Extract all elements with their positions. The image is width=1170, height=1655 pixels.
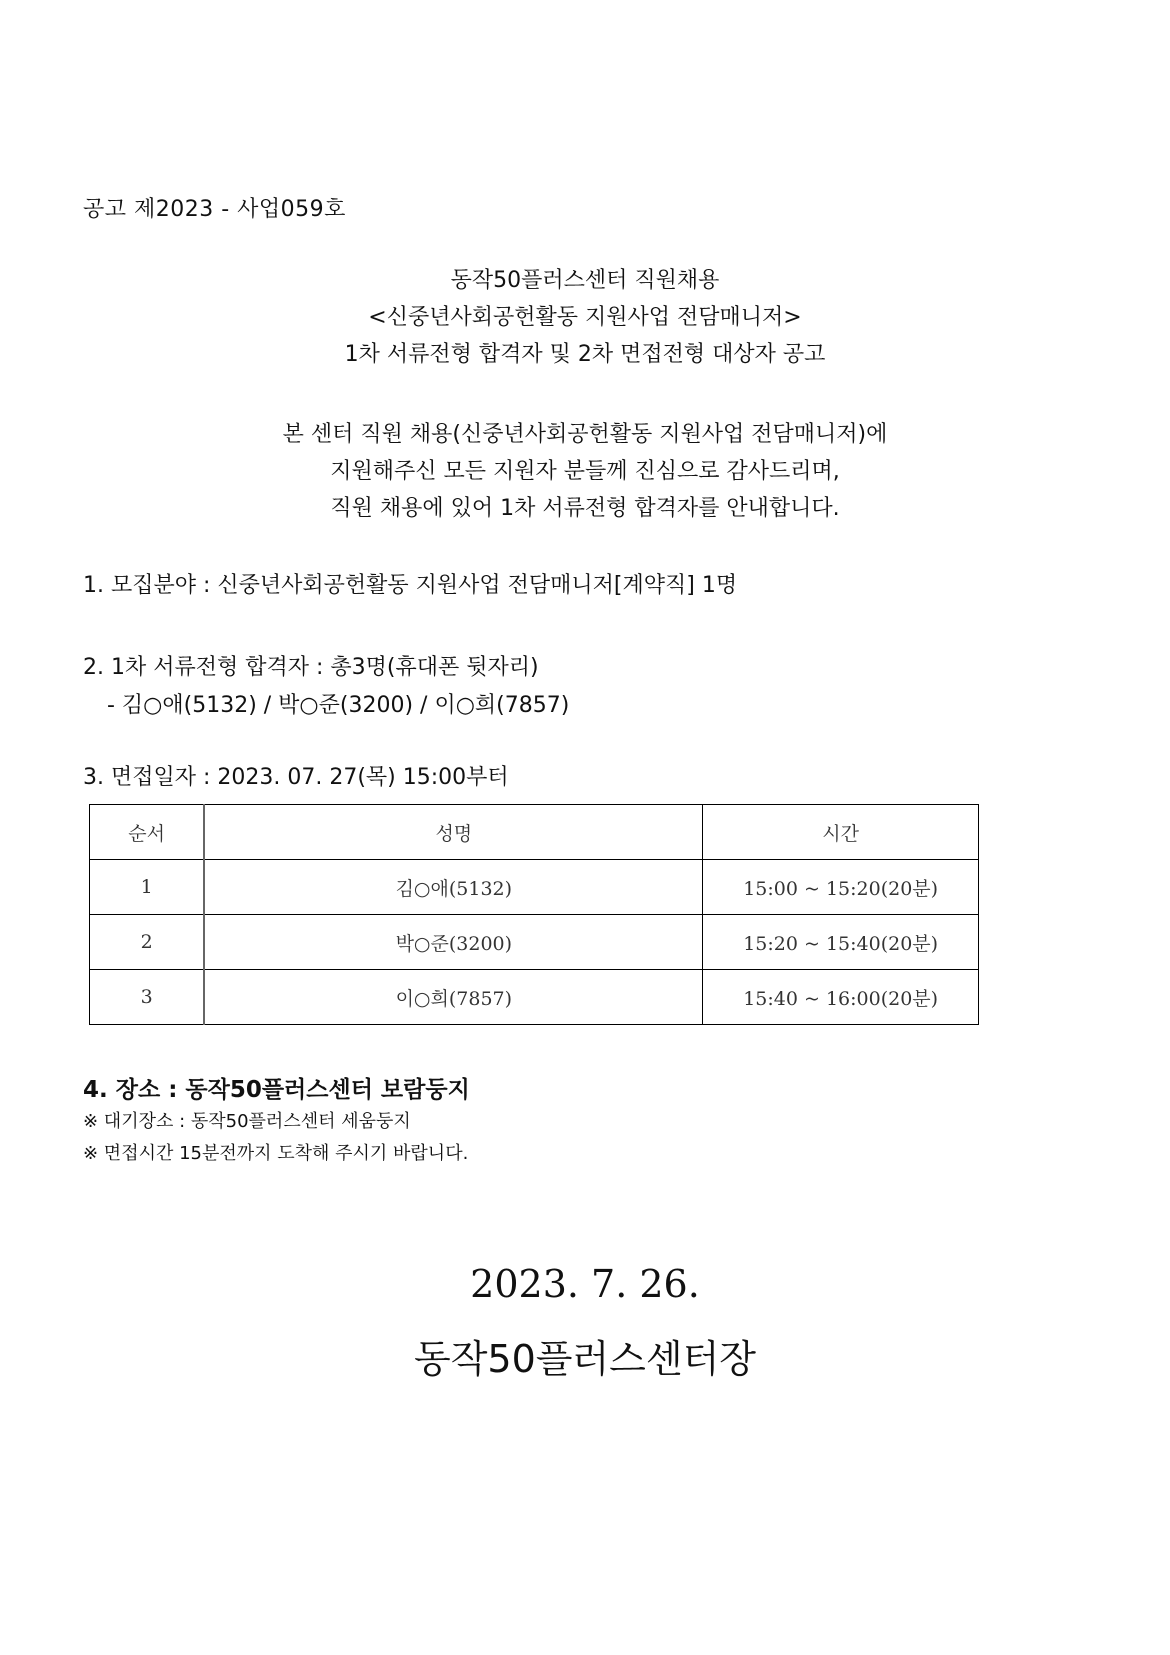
cell-name: 김○애(5132): [204, 860, 702, 915]
cell-time: 15:40 ~ 16:00(20분): [703, 970, 979, 1025]
recruit-field: 1. 모집분야 : 신중년사회공헌활동 지원사업 전담매니저[계약직] 1명: [83, 573, 738, 598]
intro-paragraph: [0, 416, 1170, 527]
cell-name: 이○희(7857): [204, 970, 702, 1025]
intro-line-3: 직원 채용에 있어 1차 서류전형 합격자를 안내합니다.: [330, 496, 840, 521]
note-waiting-place: ※ 대기장소 : 동작50플러스센터 세움둥지: [83, 1111, 411, 1132]
passed-applicants-heading: 2. 1차 서류전형 합격자 : 총3명(휴대폰 뒷자리): [83, 655, 539, 680]
table-header-row: [90, 805, 979, 860]
title-line-1: 동작50플러스센터 직원채용: [450, 268, 720, 293]
intro-line-1: 본 센터 직원 채용(신중년사회공헌활동 지원사업 전담매니저)에: [282, 422, 888, 447]
interview-date: 3. 면접일자 : 2023. 07. 27(목) 15:00부터: [83, 765, 509, 790]
header-name: 성명: [204, 805, 702, 860]
intro-line-2: 지원해주신 모든 지원자 분들께 진심으로 감사드리며,: [330, 459, 840, 484]
cell-order: 1: [90, 860, 205, 915]
document-title: [0, 262, 1170, 373]
interview-place: 4. 장소 : 동작50플러스센터 보람둥지: [83, 1077, 470, 1103]
passed-applicants-list: - 김○애(5132) / 박○준(3200) / 이○희(7857): [107, 693, 570, 718]
interview-schedule-table: [89, 804, 979, 1025]
header-order: 순서: [90, 805, 205, 860]
signer: 동작50플러스센터장: [413, 1337, 757, 1381]
notice-number: 공고 제2023 - 사업059호: [83, 197, 346, 222]
cell-name: 박○준(3200): [204, 915, 702, 970]
note-arrival-time: ※ 면접시간 15분전까지 도착해 주시기 바랍니다.: [83, 1143, 469, 1164]
table-row: [90, 860, 979, 915]
issue-date: 2023. 7. 26.: [470, 1262, 700, 1306]
header-time: 시간: [703, 805, 979, 860]
cell-order: 2: [90, 915, 205, 970]
table-row: [90, 970, 979, 1025]
table-row: [90, 915, 979, 970]
title-line-2: <신중년사회공헌활동 지원사업 전담매니저>: [368, 305, 802, 330]
title-line-3: 1차 서류전형 합격자 및 2차 면접전형 대상자 공고: [344, 342, 826, 367]
cell-time: 15:20 ~ 15:40(20분): [703, 915, 979, 970]
cell-time: 15:00 ~ 15:20(20분): [703, 860, 979, 915]
cell-order: 3: [90, 970, 205, 1025]
